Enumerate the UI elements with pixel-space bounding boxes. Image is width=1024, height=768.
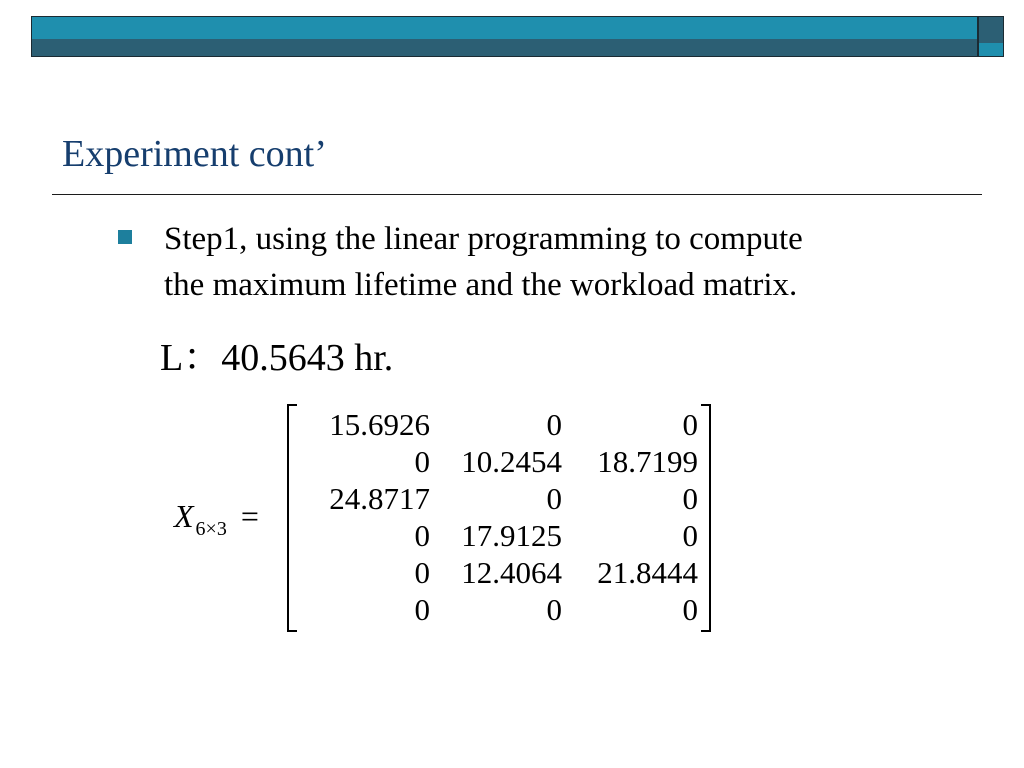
matrix-cell: 0 (414, 444, 430, 479)
matrix-left-bracket (287, 404, 297, 632)
workload-matrix (298, 406, 698, 628)
bullet-line-1: Step1, using the linear programming to compute (164, 221, 803, 257)
bullet-square-icon (118, 230, 132, 244)
matrix-right-bracket (701, 404, 711, 632)
matrix-row (298, 591, 698, 628)
matrix-variable: X (174, 498, 194, 534)
matrix-cell: 0 (682, 481, 698, 516)
matrix-row (298, 554, 698, 591)
header-corner-square (978, 16, 1004, 57)
header-bar (31, 16, 978, 57)
matrix-cell: 0 (682, 407, 698, 442)
matrix-cell: 0 (414, 592, 430, 627)
matrix-cell: 0 (546, 407, 562, 442)
matrix-cell: 15.6926 (329, 407, 430, 442)
lifetime-value: L：40.5643 hr. (160, 337, 394, 379)
matrix-cell: 17.9125 (461, 518, 562, 553)
matrix-cell: 0 (546, 592, 562, 627)
matrix-cell: 0 (414, 555, 430, 590)
matrix-row (298, 406, 698, 443)
bullet-line-2: the maximum lifetime and the workload matrix. (164, 267, 798, 303)
matrix-cell: 12.4064 (461, 555, 562, 590)
title-divider (52, 194, 982, 195)
matrix-cell: 0 (414, 518, 430, 553)
bullet-text (164, 216, 964, 308)
matrix-cell: 10.2454 (461, 444, 562, 479)
matrix-cell: 0 (546, 481, 562, 516)
matrix-row (298, 480, 698, 517)
matrix-row (298, 517, 698, 554)
matrix-subscript: 6×3 (195, 518, 227, 540)
matrix-row (298, 443, 698, 480)
equals-sign: = (240, 498, 259, 534)
matrix-cell: 24.8717 (329, 481, 430, 516)
matrix-label (174, 498, 259, 540)
matrix-cell: 21.8444 (597, 555, 698, 590)
matrix-cell: 18.7199 (597, 444, 698, 479)
slide-title: Experiment cont’ (62, 133, 327, 175)
matrix-cell: 0 (682, 518, 698, 553)
matrix-cell: 0 (682, 592, 698, 627)
